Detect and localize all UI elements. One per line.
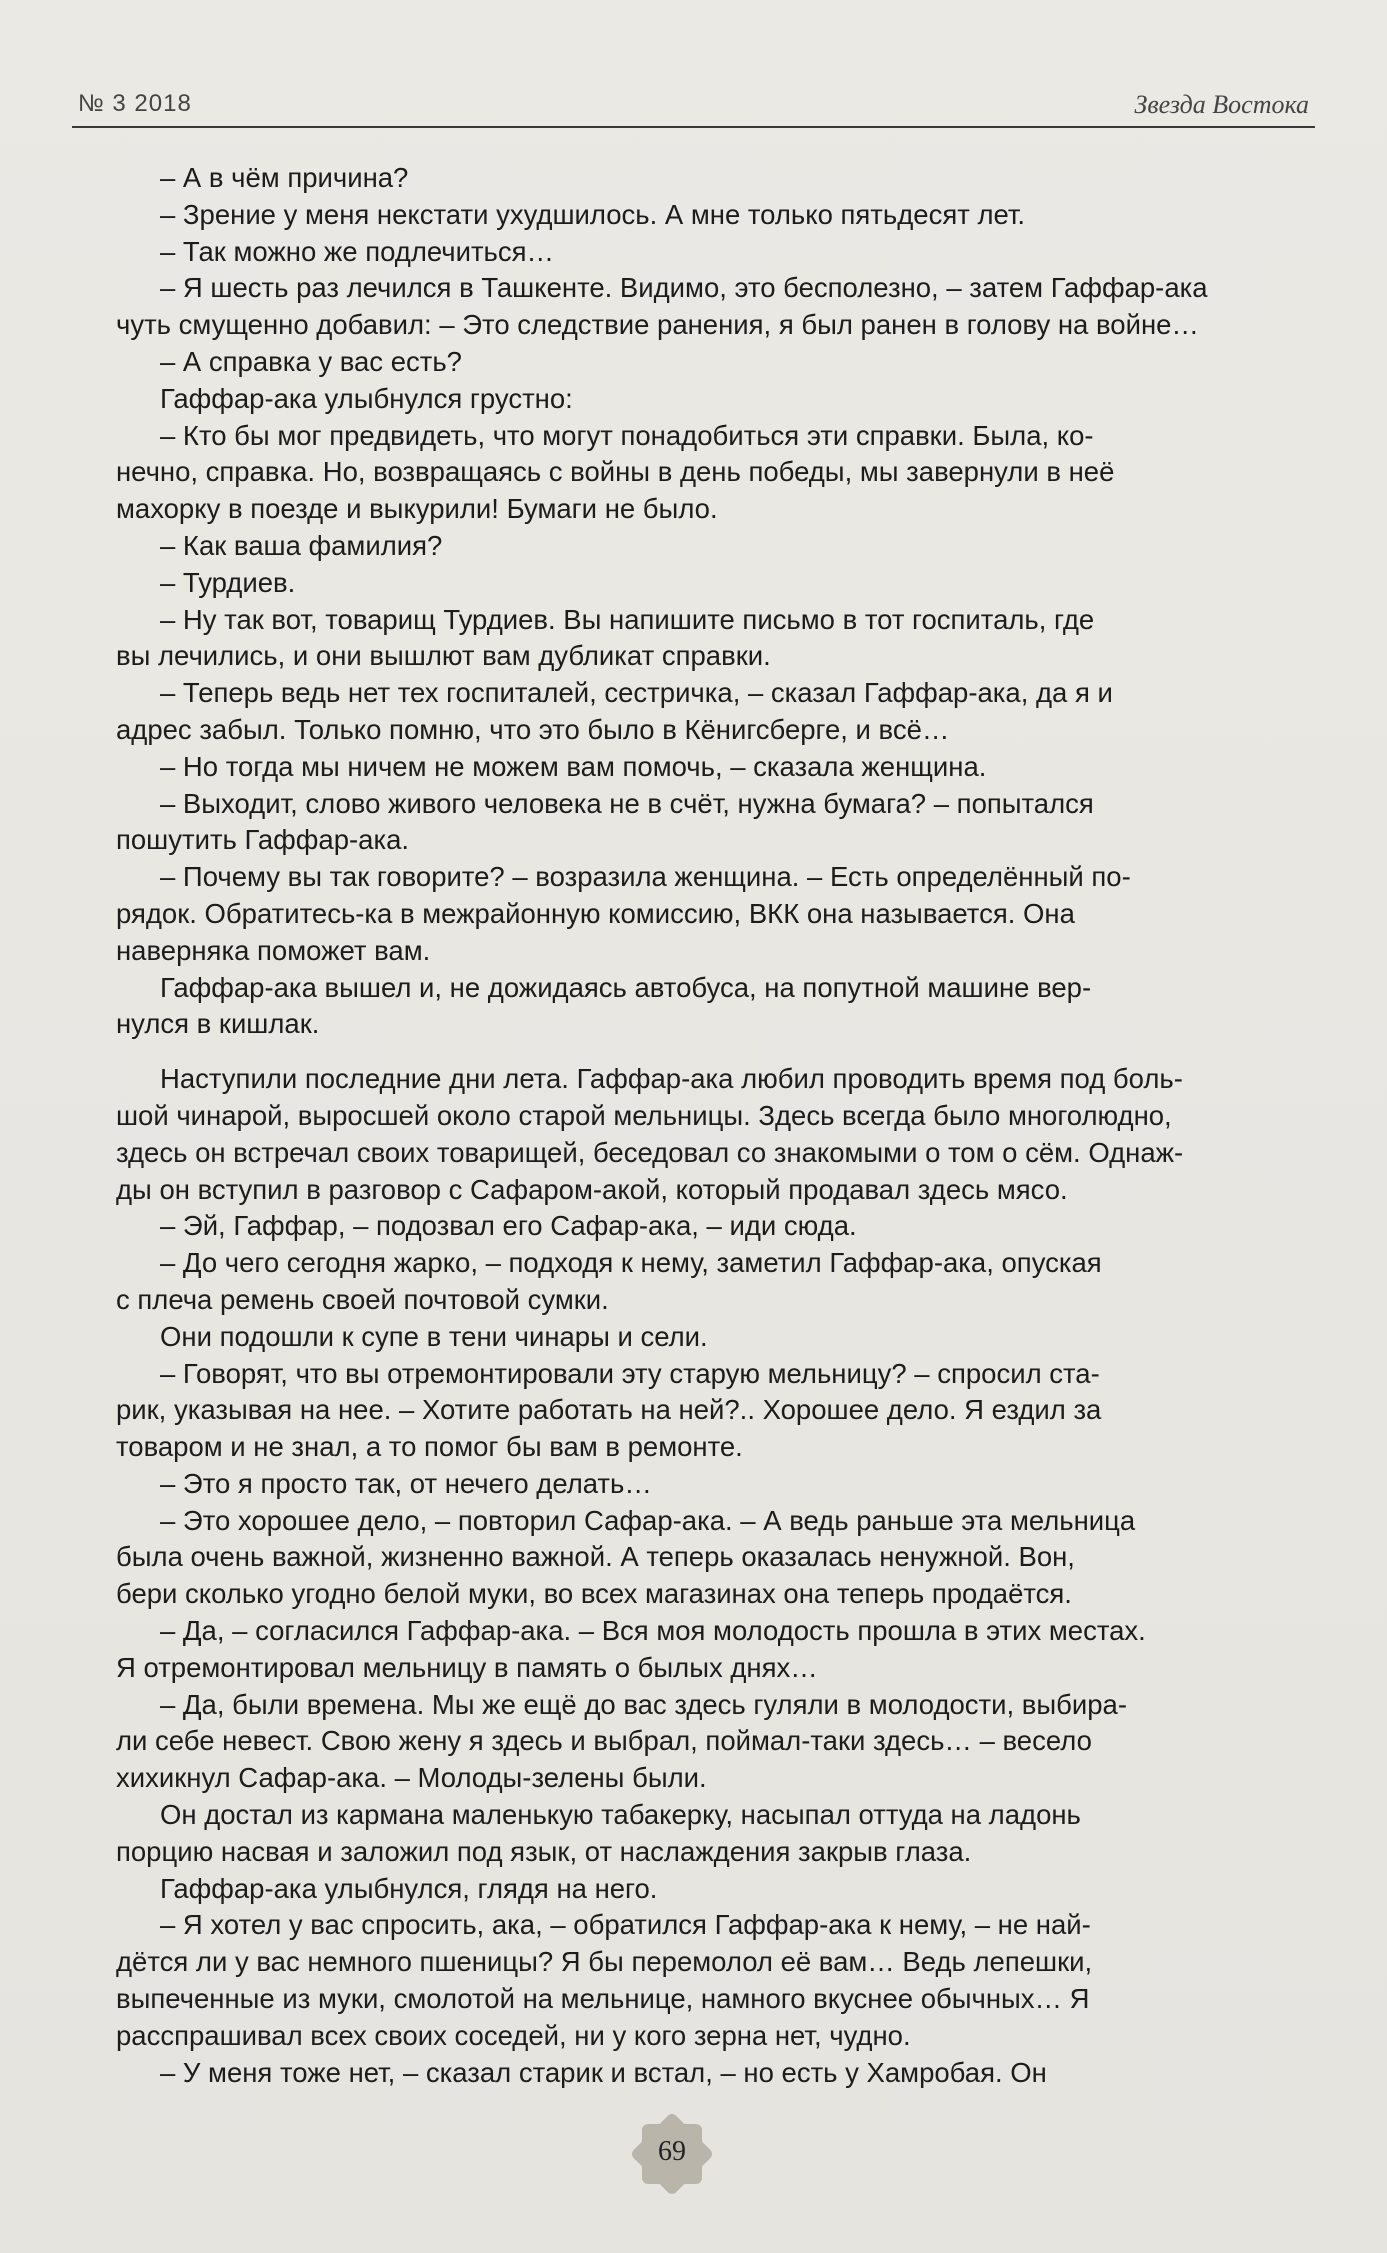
text-line: адрес забыл. Только помню, что это было в Кёнигсберге, и всё… [116,713,950,745]
text-line: – А в чём причина? [160,162,409,193]
text-line: Они подошли к супе в тени чинары и сели. [160,1320,708,1352]
issue-number: № 3 2018 [78,90,192,117]
running-header [72,86,1315,128]
text-line: – Говорят, что вы отремонтировали эту старую мельницу? – спросил ста- [160,1357,1100,1389]
text-line: шой чинарой, выросшей около старой мельницы. Здесь всегда было многолюдно, [116,1099,1172,1131]
text-line: порцию насвая и заложил под язык, от наслаждения закрыв глаза. [116,1835,972,1867]
text-line: – У меня тоже нет, – сказал старик и встал, – но есть у Хамробая. Он [160,2056,1047,2088]
text-line: рядок. Обратитесь-ка в межрайонную комиссию, ВКК она называется. Она [116,897,1075,929]
text-line: – Турдиев. [160,566,296,598]
text-line: нулся в кишлак. [116,1008,320,1040]
text-line: – Да, – согласился Гаффар-ака. – Вся моя молодость прошла в этих местах. [160,1615,1146,1647]
section-gap [116,1043,1266,1061]
text-line: рик, указывая на нее. – Хотите работать на ней?.. Хорошее дело. Я ездил за [116,1394,1102,1426]
text-line: чуть смущенно добавил: – Это следствие ранения, я был ранен в голову на войне… [116,309,1199,341]
text-line: нечно, справка. Но, возвращаясь с войны в день победы, мы завернули в неё [116,456,1115,488]
text-line: ды он вступил в разговор с Сафаром-акой, который продавал здесь мясо. [116,1173,1068,1205]
magazine-title: Звезда Востока [1134,90,1309,119]
text-line: – До чего сегодня жарко, – подходя к нему, заметил Гаффар-ака, опуская [160,1247,1102,1279]
text-line: – Выходит, слово живого человека не в счёт, нужна бумага? – попытался [160,787,1094,819]
text-line: Гаффар-ака улыбнулся грустно: [160,382,573,414]
text-line: – А справка у вас есть? [160,345,462,377]
text-line: Он достал из кармана маленькую табакерку, насыпал оттуда на ладонь [160,1799,1081,1831]
text-line: махорку в поезде и выкурили! Бумаги не было. [116,493,718,525]
text-line: – Зрение у меня некстати ухудшилось. А мне только пятьдесят лет. [160,198,1026,230]
text-line: здесь он встречал своих товарищей, беседовал со знакомыми о том о сём. Однаж- [116,1136,1184,1168]
text-line: наверняка поможет вам. [116,934,431,966]
text-line: – Да, были времена. Мы же ещё до вас здесь гуляли в молодости, выбира- [160,1688,1127,1720]
text-line: – Но тогда мы ничем не можем вам помочь, – сказала женщина. [160,750,987,782]
text-line: – Кто бы мог предвидеть, что могут понадобиться эти справки. Была, ко- [160,419,1094,451]
text-line: товаром и не знал, а то помог бы вам в ремонте. [116,1431,743,1463]
text-line: – Почему вы так говорите? – возразила женщина. – Есть определённый по- [160,861,1131,893]
text-line: Я отремонтировал мельницу в память о былых днях… [116,1651,818,1683]
text-line: ли себе невест. Свою жену я здесь и выбрал, поймал-таки здесь… – весело [116,1725,1092,1757]
page-number: 69 [658,2136,686,2167]
text-line: Гаффар-ака вышел и, не дожидаясь автобуса, на попутной машине вер- [160,971,1092,1003]
text-line: была очень важной, жизненно важной. А теперь оказалась ненужной. Вон, [116,1541,1075,1573]
text-line: – Как ваша фамилия? [160,529,443,561]
text-line: – Теперь ведь нет тех госпиталей, сестричка, – сказал Гаффар-ака, да я и [160,677,1113,709]
text-line: Наступили последние дни лета. Гаффар-ака любил проводить время под боль- [160,1063,1183,1095]
text-line: вы лечились, и они вышлют вам дубликат справки. [116,640,771,672]
text-line: – Это я просто так, от нечего делать… [160,1467,652,1499]
text-line: – Так можно же подлечиться… [160,235,555,267]
text-line: – Я хотел у вас спросить, ака, – обратился Гаффар-ака к нему, – не най- [160,1909,1091,1941]
text-line: хихикнул Сафар-ака. – Молоды-зелены были. [116,1762,707,1794]
text-line: дётся ли у вас немного пшеницы? Я бы перемолол её вам… Ведь лепешки, [116,1946,1093,1978]
body-text [116,160,1266,2091]
text-line: Гаффар-ака улыбнулся, глядя на него. [160,1872,658,1904]
text-line: бери сколько угодно белой муки, во всех магазинах она теперь продаётся. [116,1578,1072,1610]
page-number-badge [632,2114,712,2194]
text-line: – Я шесть раз лечился в Ташкенте. Видимо, это бесполезно, – затем Гаффар-ака [160,272,1208,304]
text-line: – Ну так вот, товарищ Турдиев. Вы напишите письмо в тот госпиталь, где [160,603,1095,635]
text-line: пошутить Гаффар-ака. [116,824,410,856]
text-line: расспрашивал всех своих соседей, ни у кого зерна нет, чудно. [116,2019,911,2051]
text-line: выпеченные из муки, смолотой на мельнице, намного вкуснее обычных… Я [116,1983,1090,2015]
text-line: с плеча ремень своей почтовой сумки. [116,1283,609,1315]
text-line: – Эй, Гаффар, – подозвал его Сафар-ака, – иди сюда. [160,1210,857,1242]
text-line: – Это хорошее дело, – повторил Сафар-ака. – А ведь раньше эта мельница [160,1504,1136,1536]
